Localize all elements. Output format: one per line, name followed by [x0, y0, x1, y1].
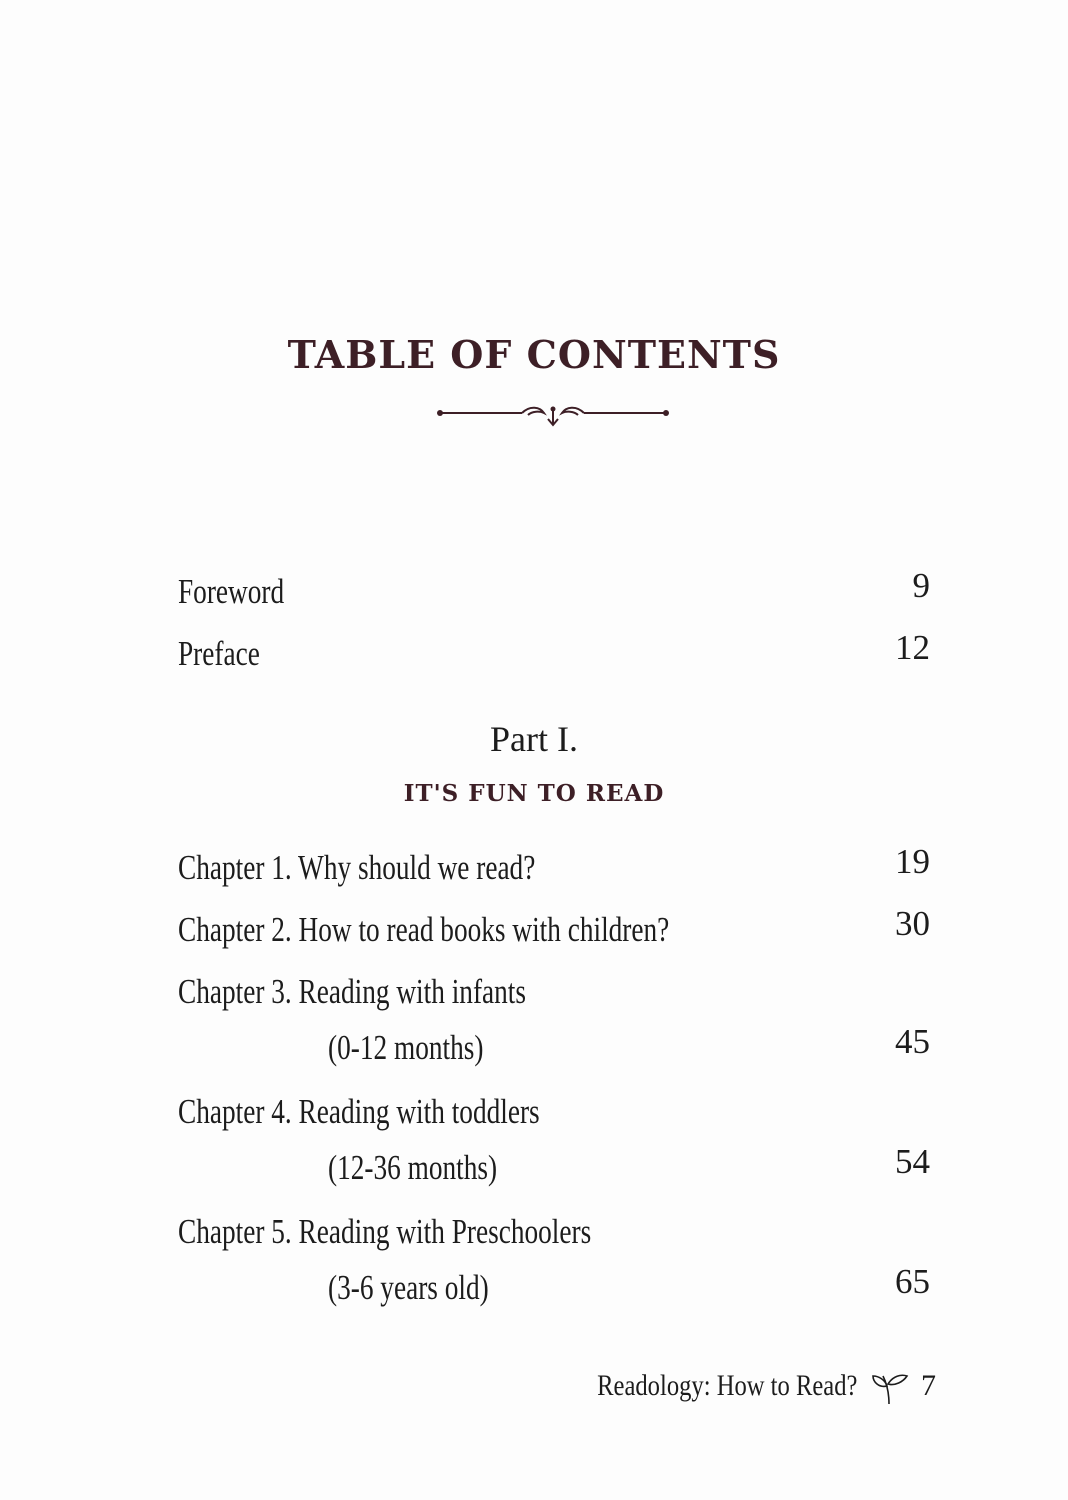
toc-entry-chapter-5-subtitle: (3-6 years old)	[328, 1268, 489, 1307]
toc-page-chapter-3: 45	[895, 1022, 930, 1061]
part-title: IT'S FUN TO READ	[403, 780, 665, 807]
toc-page-chapter-4: 54	[895, 1142, 930, 1181]
toc-entry-chapter-3[interactable]: Chapter 3. Reading with infants	[178, 972, 527, 1011]
page-footer	[540, 1366, 936, 1406]
toc-page-chapter-1: 19	[895, 842, 930, 881]
page-title: TABLE OF CONTENTS	[287, 332, 781, 377]
toc-page-preface: 12	[895, 628, 930, 667]
footer-book-title: Readology: How to Read?	[596, 1369, 857, 1402]
toc-entry-foreword[interactable]: Foreword	[178, 572, 285, 611]
leaf-icon	[869, 1366, 909, 1406]
toc-entry-chapter-4-subtitle: (12-36 months)	[328, 1148, 498, 1187]
toc-entry-chapter-1[interactable]: Chapter 1. Why should we read?	[178, 848, 536, 887]
toc-page-foreword: 9	[912, 566, 930, 605]
toc-page-chapter-5: 65	[895, 1262, 930, 1301]
toc-entry-chapter-5[interactable]: Chapter 5. Reading with Preschoolers	[178, 1212, 592, 1251]
toc-entry-preface[interactable]: Preface	[178, 634, 260, 673]
toc-entry-chapter-4[interactable]: Chapter 4. Reading with toddlers	[178, 1092, 540, 1131]
footer-page-number: 7	[921, 1369, 936, 1402]
part-label: Part I.	[490, 719, 578, 759]
decorative-divider-icon	[436, 403, 670, 427]
toc-page-chapter-2: 30	[895, 904, 930, 943]
toc-entry-chapter-2[interactable]: Chapter 2. How to read books with children?	[178, 910, 670, 949]
toc-entry-chapter-3-subtitle: (0-12 months)	[328, 1028, 484, 1067]
